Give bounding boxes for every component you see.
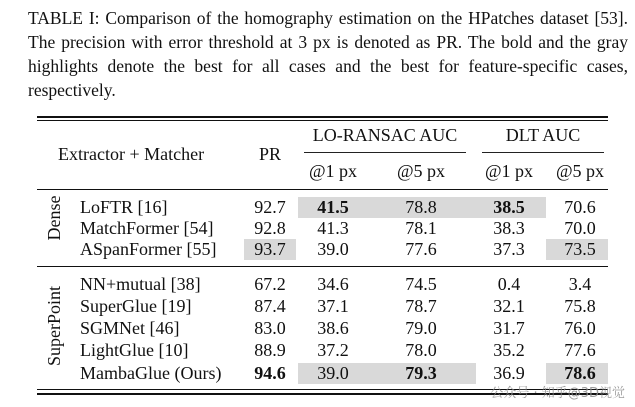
method-cell: MatchFormer [54]: [80, 218, 214, 238]
dlt1-cell: 37.3: [493, 239, 525, 259]
lo-ransac-subrule: [304, 152, 466, 153]
pr-cell: 83.0: [254, 318, 286, 338]
dlt1-cell: 31.7: [493, 318, 525, 338]
method-cell: SuperGlue [19]: [80, 296, 192, 316]
group-label-dense: Dense: [44, 195, 64, 241]
dlt1-cell: 36.9: [493, 363, 525, 383]
lo5-cell: 79.0: [405, 318, 437, 338]
dlt1-cell: 32.1: [493, 296, 525, 316]
pr-cell: 92.8: [254, 218, 286, 238]
header-method: Extractor + Matcher: [58, 144, 205, 164]
pr-cell: 92.7: [254, 197, 286, 217]
method-cell: ASpanFormer [55]: [80, 239, 217, 259]
header-lo-5px: @5 px: [396, 161, 446, 181]
header-dlt-1px: @1 px: [484, 161, 534, 181]
pr-cell: 88.9: [254, 340, 286, 360]
dlt5-cell: 77.6: [564, 340, 596, 360]
lo5-cell: 78.1: [405, 218, 437, 238]
lo1-cell: 39.0: [317, 239, 349, 259]
lo5-cell: 78.7: [405, 296, 437, 316]
method-cell: SGMNet [46]: [80, 318, 180, 338]
pr-cell: 67.2: [254, 274, 286, 294]
header-pr: PR: [258, 144, 282, 164]
dlt1-cell: 0.4: [497, 274, 521, 294]
header-lo-1px: @1 px: [308, 161, 358, 181]
lo1-cell: 38.6: [317, 318, 349, 338]
dlt1-cell: 35.2: [493, 340, 525, 360]
group-label-superpoint: SuperPoint: [44, 286, 64, 367]
dlt5-cell: 3.4: [568, 274, 592, 294]
header-dlt: DLT AUC: [505, 125, 581, 145]
dlt1-cell: 38.3: [493, 218, 525, 238]
lo5-cell: 78.8: [405, 197, 437, 217]
lo5-cell: 78.0: [405, 340, 437, 360]
dlt5-cell: 76.0: [564, 318, 596, 338]
pr-cell: 87.4: [254, 296, 286, 316]
lo1-cell: 37.1: [317, 296, 349, 316]
header-lo-ransac: LO-RANSAC AUC: [312, 125, 458, 145]
lo1-cell: 39.0: [317, 363, 349, 383]
lo1-cell: 41.3: [317, 218, 349, 238]
method-cell: NN+mutual [38]: [80, 274, 201, 294]
lo1-cell: 37.2: [317, 340, 349, 360]
top-rule-1: [37, 116, 608, 118]
group-divider-rule: [37, 266, 608, 267]
lo5-cell: 77.6: [405, 239, 437, 259]
pr-cell: 93.7: [254, 239, 286, 259]
dlt5-cell: 73.5: [564, 239, 596, 259]
lo1-cell: 34.6: [317, 274, 349, 294]
pr-cell: 94.6: [254, 363, 286, 383]
top-rule-2: [37, 120, 608, 121]
lo5-cell: 74.5: [405, 274, 437, 294]
method-cell: LightGlue [10]: [80, 340, 189, 360]
dlt5-cell: 75.8: [564, 296, 596, 316]
header-dlt-5px: @5 px: [555, 161, 605, 181]
dlt5-cell: 78.6: [564, 363, 596, 383]
header-bottom-rule: [37, 189, 608, 190]
lo1-cell: 41.5: [317, 197, 349, 217]
dlt5-cell: 70.6: [564, 197, 596, 217]
watermark: 公众号 · 知乎@3D视觉: [490, 386, 625, 401]
method-cell: LoFTR [16]: [80, 197, 168, 217]
lo5-cell: 79.3: [405, 363, 437, 383]
dlt1-cell: 38.5: [493, 197, 525, 217]
dlt5-cell: 70.0: [564, 218, 596, 238]
method-cell: MambaGlue (Ours): [80, 363, 222, 383]
table-caption: TABLE I: Comparison of the homography estimation on the HPatches dataset [53]. The precision with error threshold at 3 px is denoted as PR. The bold and the gray highlights denote the best for all cases and the best for feature-specific cases, respectively.: [28, 8, 628, 100]
dlt-subrule: [482, 152, 604, 153]
